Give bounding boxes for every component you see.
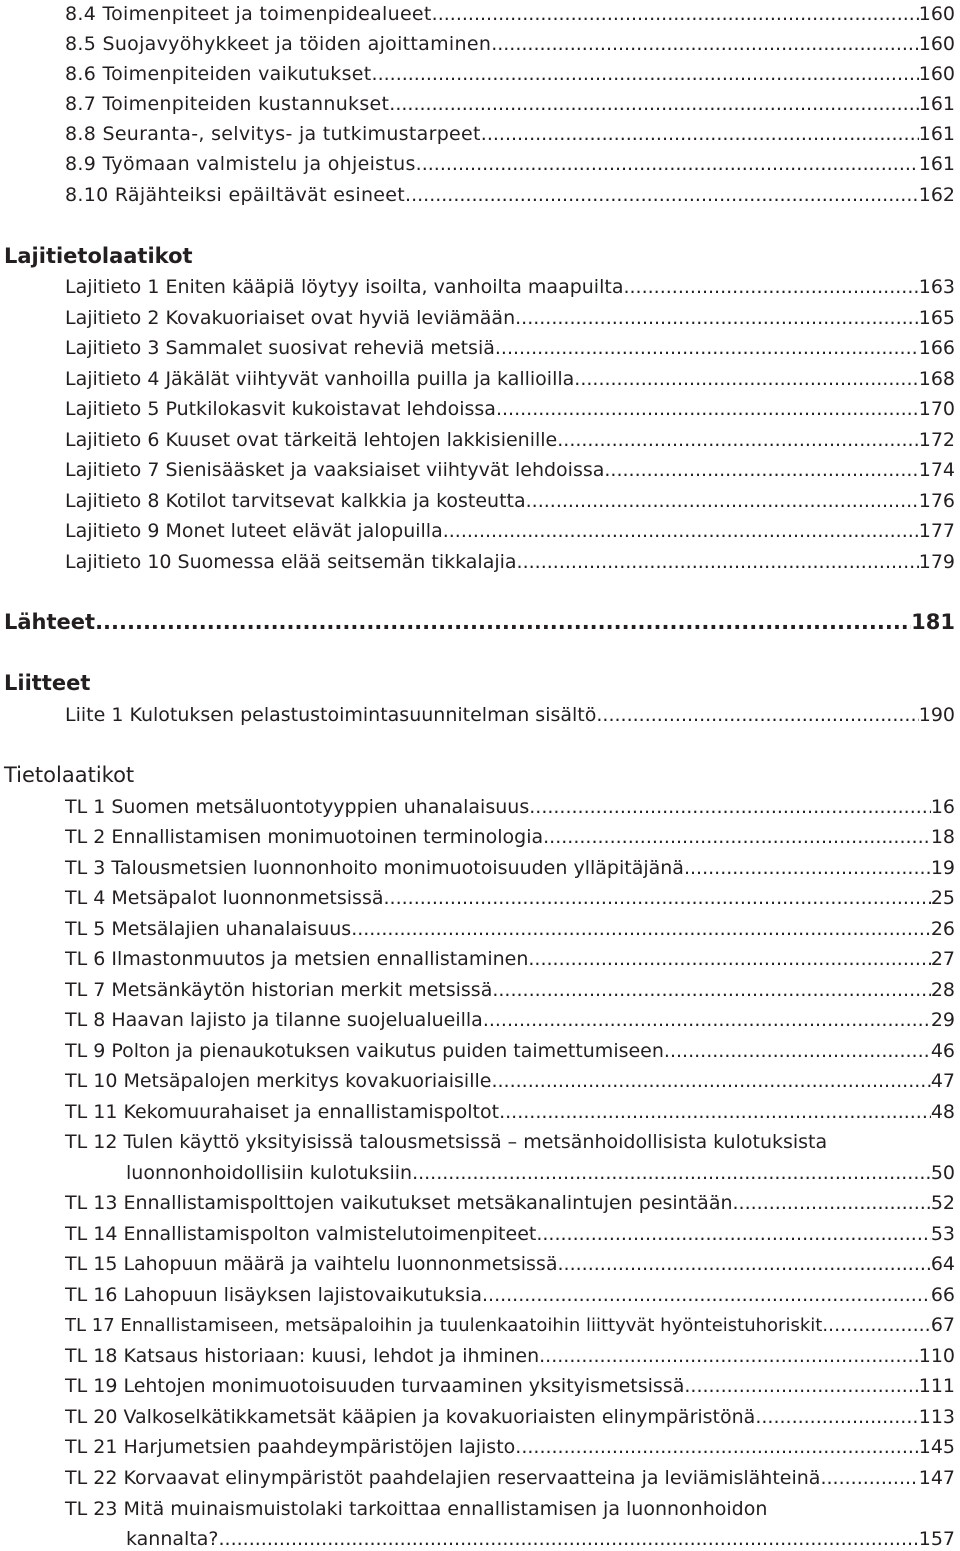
- toc-entry-label: TL 16 Lahopuun lisäyksen lajistovaikutuksia: [65, 1284, 482, 1306]
- toc-entry[interactable]: [65, 275, 955, 299]
- toc-entry[interactable]: [65, 947, 955, 971]
- toc-entry[interactable]: [65, 306, 955, 330]
- dot-leader: [482, 1283, 931, 1307]
- dot-leader: [483, 1008, 931, 1032]
- toc-entry-page: 16: [930, 796, 955, 818]
- toc-entry-label: Lajitieto 6 Kuuset ovat tärkeitä lehtojen lakkisienille: [65, 429, 558, 451]
- dot-leader: [733, 1191, 931, 1215]
- dot-leader: [528, 947, 930, 971]
- toc-entry-page: 181: [911, 610, 955, 634]
- dot-leader: [596, 703, 918, 727]
- toc-entry-label: 8.8 Seuranta-, selvitys- ja tutkimustarpeet: [65, 123, 481, 145]
- toc-entry[interactable]: [65, 92, 955, 116]
- toc-entry-page: 160: [918, 63, 955, 85]
- toc-entry-page: 176: [918, 490, 955, 512]
- dot-leader: [515, 306, 919, 330]
- toc-entry-page: 28: [930, 979, 955, 1001]
- toc-entry-page: 29: [930, 1009, 955, 1031]
- dot-leader: [499, 1100, 931, 1124]
- toc-entry-page: 46: [930, 1040, 955, 1062]
- toc-entry-label: TL 1 Suomen metsäluontotyyppien uhanalaisuus: [65, 796, 530, 818]
- dot-leader: [526, 489, 919, 513]
- toc-entry[interactable]: [65, 856, 955, 880]
- toc-entry[interactable]: [65, 886, 955, 910]
- dot-leader: [517, 550, 919, 574]
- toc-entry-page: 170: [918, 398, 955, 420]
- toc-entry-label: TL 7 Metsänkäytön historian merkit metsissä: [65, 979, 493, 1001]
- toc-entry-label: Lajitieto 3 Sammalet suosivat reheviä metsiä: [65, 337, 495, 359]
- toc-entry-label: TL 10 Metsäpalojen merkitys kovakuoriaisille: [65, 1070, 492, 1092]
- section-heading-lajitietolaatikot: Lajitietolaatikot: [4, 244, 193, 268]
- toc-entry-label: 8.6 Toimenpiteiden vaikutukset: [65, 63, 372, 85]
- toc-entry-label: TL 4 Metsäpalot luonnonmetsissä: [65, 887, 384, 909]
- toc-entry-page: 157: [918, 1528, 955, 1550]
- toc-entry-page: 190: [918, 704, 955, 726]
- dot-leader: [684, 1374, 918, 1398]
- toc-entry[interactable]: [65, 1039, 955, 1063]
- toc-entry-label: Lajitieto 10 Suomessa elää seitsemän tikkalajia: [65, 551, 517, 573]
- dot-leader: [95, 609, 911, 635]
- toc-entry-page: 163: [918, 276, 955, 298]
- toc-entry-label: TL 13 Ennallistamispolttojen vaikutukset metsäkanalintujen pesintään: [65, 1192, 733, 1214]
- toc-entry[interactable]: [65, 917, 955, 941]
- toc-entry-page: 145: [918, 1436, 955, 1458]
- toc-entry-page: 165: [918, 307, 955, 329]
- toc-entry[interactable]: [65, 489, 955, 513]
- toc-entry[interactable]: [65, 550, 955, 574]
- toc-entry[interactable]: [65, 1435, 955, 1459]
- dot-leader: [664, 1039, 931, 1063]
- toc-entry-page: 161: [918, 93, 955, 115]
- toc-entry-label-continued: luonnonhoidollisiin kulotuksiin: [126, 1162, 413, 1184]
- toc-entry[interactable]: [65, 1100, 955, 1124]
- toc-entry[interactable]: [65, 183, 955, 207]
- dot-leader: [828, 1313, 931, 1337]
- dot-leader: [492, 978, 930, 1002]
- toc-entry[interactable]: [126, 1527, 955, 1551]
- dot-leader: [405, 183, 919, 207]
- toc-entry-label: TL 2 Ennallistamisen monimuotoinen terminologia: [65, 826, 544, 848]
- toc-entry-page: 174: [918, 459, 955, 481]
- toc-entry-label: TL 6 Ilmastonmuutos ja metsien ennallistaminen: [65, 948, 529, 970]
- toc-entry[interactable]: [65, 978, 955, 1002]
- dot-leader: [412, 1161, 931, 1185]
- dot-leader: [491, 32, 919, 56]
- toc-entry-page: 168: [918, 368, 955, 390]
- toc-entry-lahteet[interactable]: [4, 609, 955, 635]
- dot-leader: [481, 122, 919, 146]
- toc-entry[interactable]: [65, 1374, 955, 1398]
- dot-leader: [529, 795, 931, 819]
- toc-entry[interactable]: [65, 32, 955, 56]
- toc-entry-page: 48: [930, 1101, 955, 1123]
- dot-leader: [684, 856, 931, 880]
- toc-entry[interactable]: [65, 428, 955, 452]
- section-heading-tietolaatikot: Tietolaatikot: [4, 763, 135, 787]
- toc-entry-label[interactable]: TL 23 Mitä muinaismuistolaki tarkoittaa ennallistamisen ja luonnonhoidon: [65, 1498, 768, 1520]
- toc-entry-page: 113: [918, 1406, 955, 1428]
- section-heading-liitteet: Liitteet: [4, 671, 91, 695]
- dot-leader: [372, 62, 919, 86]
- toc-entry[interactable]: [65, 1313, 955, 1338]
- toc-entry[interactable]: [65, 1069, 955, 1093]
- toc-entry-label: 8.10 Räjähteiksi epäiltävät esineet: [65, 184, 406, 206]
- toc-entry-label: Lajitieto 8 Kotilot tarvitsevat kalkkia ja kosteutta: [65, 490, 526, 512]
- toc-entry[interactable]: [65, 458, 955, 482]
- dot-leader: [384, 886, 931, 910]
- dot-leader: [755, 1405, 918, 1429]
- dot-leader: [351, 917, 931, 941]
- toc-entry-page: 53: [930, 1223, 955, 1245]
- toc-entry[interactable]: [65, 1222, 955, 1246]
- toc-entry[interactable]: [65, 825, 955, 849]
- toc-entry-label: Lajitieto 7 Sienisääsket ja vaaksiaiset viihtyvät lehdoissa: [65, 459, 605, 481]
- toc-entry[interactable]: [65, 2, 955, 26]
- toc-entry-page: 19: [930, 857, 955, 879]
- toc-entry-label: Lajitieto 5 Putkilokasvit kukoistavat lehdoissa: [65, 398, 496, 420]
- toc-entry[interactable]: [65, 122, 955, 146]
- toc-entry[interactable]: [126, 1161, 955, 1185]
- toc-entry-page: 160: [918, 33, 955, 55]
- toc-entry-label: TL 11 Kekomuurahaiset ja ennallistamispoltot: [65, 1101, 500, 1123]
- toc-entry-page: 147: [918, 1467, 955, 1489]
- dot-leader: [491, 1069, 930, 1093]
- dot-leader: [558, 1252, 931, 1276]
- dot-leader: [416, 152, 919, 176]
- toc-entry[interactable]: [65, 1405, 955, 1429]
- toc-entry-label: TL 21 Harjumetsien paahdeympäristöjen lajisto: [65, 1436, 516, 1458]
- toc-entry[interactable]: [65, 1252, 955, 1276]
- toc-entry-page: 110: [918, 1345, 955, 1367]
- dot-leader: [536, 1222, 930, 1246]
- toc-entry[interactable]: [65, 795, 955, 819]
- toc-entry-label: TL 20 Valkoselkätikkametsät kääpien ja kovakuoriaisten elinympäristönä: [65, 1406, 756, 1428]
- toc-entry-label-continued: kannalta?: [126, 1528, 219, 1550]
- toc-entry-label: Liite 1 Kulotuksen pelastustoimintasuunnitelman sisältö: [65, 704, 597, 726]
- dot-leader: [604, 458, 918, 482]
- toc-entry-label: TL 9 Polton ja pienaukotuksen vaikutus puiden taimettumiseen: [65, 1040, 664, 1062]
- toc-entry[interactable]: [65, 519, 955, 543]
- toc-entry-label: 8.7 Toimenpiteiden kustannukset: [65, 93, 390, 115]
- dot-leader: [495, 336, 919, 360]
- toc-entry[interactable]: [65, 1191, 955, 1215]
- dot-leader: [219, 1527, 919, 1551]
- toc-entry-page: 25: [930, 887, 955, 909]
- dot-leader: [557, 428, 919, 452]
- dot-leader: [496, 397, 919, 421]
- toc-entry-page: 161: [918, 123, 955, 145]
- toc-entry-label: TL 14 Ennallistamispolton valmistelutoimenpiteet: [65, 1223, 537, 1245]
- dot-leader: [820, 1466, 918, 1490]
- toc-entry-page: 47: [930, 1070, 955, 1092]
- dot-leader: [543, 825, 931, 849]
- toc-entry-label: TL 5 Metsälajien uhanalaisuus: [65, 918, 352, 940]
- toc-entry-page: 177: [918, 520, 955, 542]
- dot-leader: [574, 367, 918, 391]
- toc-entry-label: TL 15 Lahopuun määrä ja vaihtelu luonnonmetsissä: [65, 1253, 558, 1275]
- toc-entry[interactable]: [65, 1344, 955, 1368]
- toc-entry[interactable]: [65, 1008, 955, 1032]
- toc-entry-label: Lajitieto 4 Jäkälät viihtyvät vanhoilla puilla ja kallioilla: [65, 368, 575, 390]
- toc-entry-page: 52: [930, 1192, 955, 1214]
- dot-leader: [389, 92, 918, 116]
- toc-entry-label: TL 18 Katsaus historiaan: kuusi, lehdot ja ihminen: [65, 1345, 540, 1367]
- toc-entry-page: 162: [918, 184, 955, 206]
- dot-leader: [515, 1435, 918, 1459]
- toc-entry[interactable]: [65, 703, 955, 727]
- toc-entry[interactable]: [65, 397, 955, 421]
- dot-leader: [432, 2, 919, 26]
- toc-entry-label: TL 22 Korvaavat elinympäristöt paahdelajien reservaatteina ja leviämislähteinä: [65, 1467, 821, 1489]
- toc-entry[interactable]: [65, 367, 955, 391]
- toc-entry-label: 8.9 Työmaan valmistelu ja ohjeistus: [65, 153, 416, 175]
- toc-entry-page: 64: [930, 1253, 955, 1275]
- toc-entry[interactable]: [65, 336, 955, 360]
- toc-entry-page: 26: [930, 918, 955, 940]
- toc-entry-page: 161: [918, 153, 955, 175]
- toc-entry-label: TL 19 Lehtojen monimuotoisuuden turvaaminen yksityismetsissä: [65, 1375, 685, 1397]
- toc-entry-label: TL 17 Ennallistamiseen, metsäpaloihin ja tuulenkaatoihin liittyvät hyönteistuhoriskit.: [65, 1315, 829, 1336]
- toc-entry-label: Lajitieto 1 Eniten kääpiä löytyy isoilta, vanhoilta maapuilta: [65, 276, 624, 298]
- toc-entry-label[interactable]: TL 12 Tulen käyttö yksityisissä talousmetsissä – metsänhoidollisista kulotuksista: [65, 1131, 828, 1153]
- toc-entry-page: 172: [918, 429, 955, 451]
- toc-entry-page: 166: [918, 337, 955, 359]
- toc-entry-label: TL 3 Talousmetsien luonnonhoito monimuotoisuuden ylläpitäjänä: [65, 857, 684, 879]
- toc-entry-page: 111: [918, 1375, 955, 1397]
- toc-entry-page: 18: [930, 826, 955, 848]
- toc-entry-page: 66: [930, 1284, 955, 1306]
- toc-entry[interactable]: [65, 152, 955, 176]
- toc-entry-label: 8.4 Toimenpiteet ja toimenpidealueet: [65, 3, 432, 25]
- toc-entry-label: Lähteet: [4, 610, 96, 634]
- toc-entry[interactable]: [65, 1283, 955, 1307]
- toc-entry-page: 67: [930, 1314, 955, 1336]
- toc-entry-label: Lajitieto 2 Kovakuoriaiset ovat hyviä leviämään: [65, 307, 516, 329]
- toc-entry-page: 179: [918, 551, 955, 573]
- toc-entry-page: 50: [930, 1162, 955, 1184]
- toc-entry[interactable]: [65, 1466, 955, 1490]
- toc-entry-label: TL 8 Haavan lajisto ja tilanne suojelualueilla: [65, 1009, 483, 1031]
- dot-leader: [539, 1344, 919, 1368]
- dot-leader: [623, 275, 918, 299]
- toc-entry-page: 160: [918, 3, 955, 25]
- dot-leader: [443, 519, 919, 543]
- toc-entry-label: Lajitieto 9 Monet luteet elävät jalopuilla: [65, 520, 443, 542]
- toc-entry-page: 27: [930, 948, 955, 970]
- toc-entry[interactable]: [65, 62, 955, 86]
- toc-entry-label: 8.5 Suojavyöhykkeet ja töiden ajoittaminen: [65, 33, 492, 55]
